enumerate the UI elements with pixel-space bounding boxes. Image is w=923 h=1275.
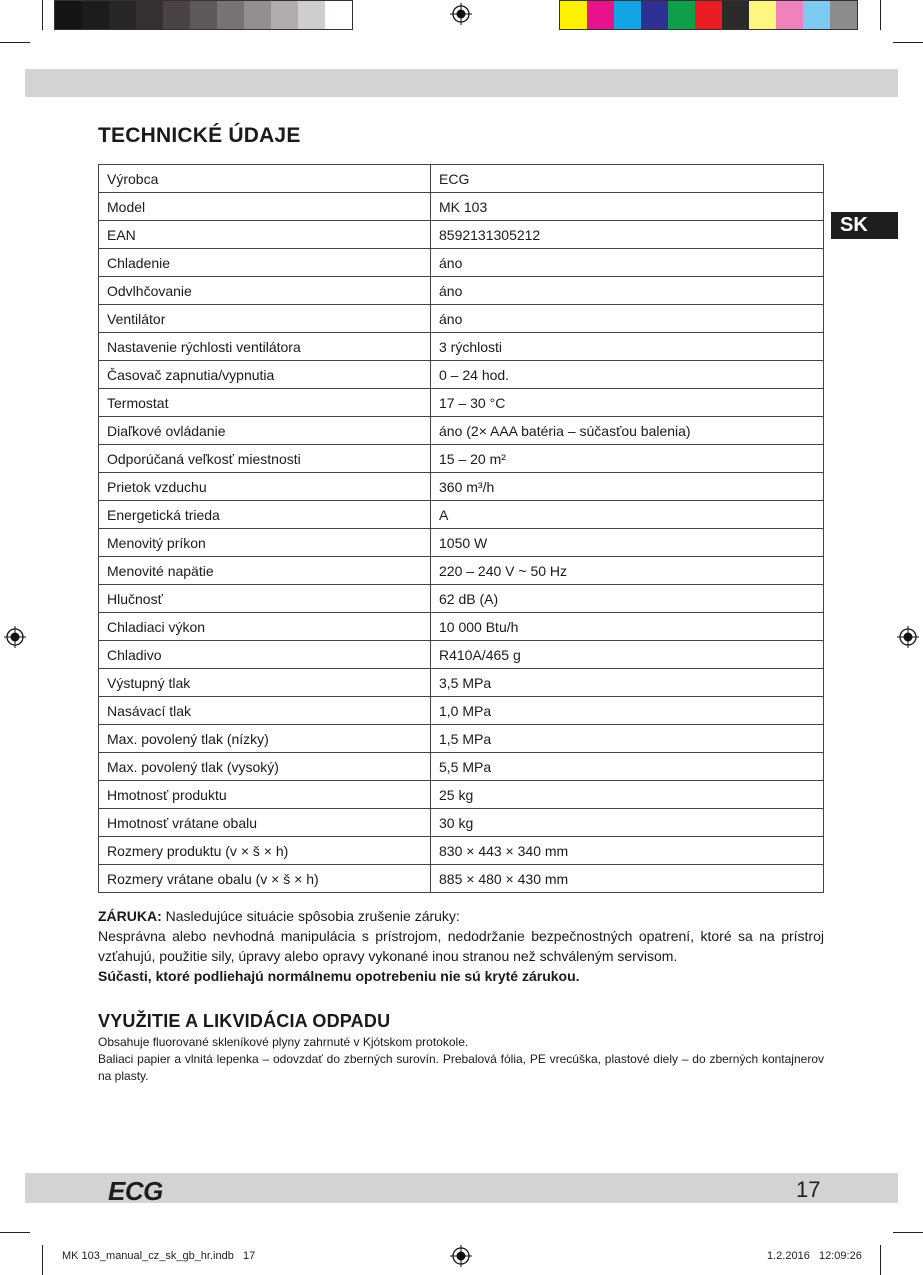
spec-label: Chladenie	[99, 249, 431, 277]
spec-label: Časovač zapnutia/vypnutia	[99, 361, 431, 389]
table-row	[99, 473, 824, 501]
spec-label: Výstupný tlak	[99, 669, 431, 697]
spec-label: Nasávací tlak	[99, 697, 431, 725]
spec-label: Termostat	[99, 389, 431, 417]
grayscale-swatch	[271, 1, 298, 29]
table-row	[99, 333, 824, 361]
grayscale-swatch	[298, 1, 325, 29]
grayscale-swatch	[163, 1, 190, 29]
table-row	[99, 445, 824, 473]
table-row	[99, 613, 824, 641]
spec-label: Chladiaci výkon	[99, 613, 431, 641]
process-swatch	[830, 1, 857, 29]
spec-value: ECG	[431, 165, 824, 193]
spec-label: Diaľkové ovládanie	[99, 417, 431, 445]
spec-label: Rozmery produktu (v × š × h)	[99, 837, 431, 865]
disposal-section	[98, 1034, 824, 1085]
spec-label: Menovité napätie	[99, 557, 431, 585]
spec-value: 17 – 30 °C	[431, 389, 824, 417]
process-swatch	[749, 1, 776, 29]
header-band	[25, 69, 898, 97]
disposal-line-2: Baliaci papier a vlnitá lepenka – odovzdať do zberných surovín. Prebalová fólia, PE vrecúška, plastové diely – do zberných kontajnerov na plasty.	[98, 1052, 824, 1083]
table-row	[99, 417, 824, 445]
table-row	[99, 837, 824, 865]
grayscale-swatch	[217, 1, 244, 29]
registration-mark-icon	[4, 626, 26, 648]
process-swatch	[695, 1, 722, 29]
table-row	[99, 557, 824, 585]
spec-value: R410A/465 g	[431, 641, 824, 669]
grayscale-swatch	[109, 1, 136, 29]
grayscale-swatch	[325, 1, 352, 29]
spec-value: 1,5 MPa	[431, 725, 824, 753]
spec-value: 3,5 MPa	[431, 669, 824, 697]
table-row	[99, 725, 824, 753]
spec-value: 3 rýchlosti	[431, 333, 824, 361]
spec-value: 360 m³/h	[431, 473, 824, 501]
table-row	[99, 501, 824, 529]
slug-date: 1.2.2016 12:09:26	[767, 1250, 862, 1262]
spec-label: Energetická trieda	[99, 501, 431, 529]
table-row	[99, 193, 824, 221]
table-row	[99, 865, 824, 893]
spec-value: 30 kg	[431, 809, 824, 837]
table-row	[99, 753, 824, 781]
spec-label: Nastavenie rýchlosti ventilátora	[99, 333, 431, 361]
table-row	[99, 221, 824, 249]
page-title: TECHNICKÉ ÚDAJE	[98, 124, 301, 147]
grayscale-swatch	[136, 1, 163, 29]
process-swatch	[560, 1, 587, 29]
process-swatch	[614, 1, 641, 29]
grayscale-swatch	[244, 1, 271, 29]
registration-mark-icon	[450, 1245, 472, 1267]
warranty-label: ZÁRUKA:	[98, 908, 162, 924]
spec-value: áno	[431, 249, 824, 277]
spec-value: 8592131305212	[431, 221, 824, 249]
process-swatch	[722, 1, 749, 29]
table-row	[99, 389, 824, 417]
registration-mark-icon	[897, 626, 919, 648]
process-color-bar	[559, 0, 858, 30]
spec-value: áno	[431, 305, 824, 333]
spec-value: MK 103	[431, 193, 824, 221]
registration-mark-icon	[450, 3, 472, 25]
grayscale-swatch	[55, 1, 82, 29]
warranty-body: Nesprávna alebo nevhodná manipulácia s prístrojom, nedodržanie bezpečnostných opatrení, ktoré sa na prístroj vzťahujú, použitie sily, úpravy alebo opravy vykonané inou stranou než schváleným servisom.	[98, 928, 824, 964]
spec-value: áno (2× AAA batéria – súčasťou balenia)	[431, 417, 824, 445]
crop-mark	[880, 0, 881, 30]
warranty-intro-line	[98, 906, 824, 926]
specs-table	[98, 164, 824, 893]
spec-label: Hmotnosť produktu	[99, 781, 431, 809]
table-row	[99, 529, 824, 557]
slug-filename: MK 103_manual_cz_sk_gb_hr.indb 17	[62, 1250, 256, 1262]
spec-value: 10 000 Btu/h	[431, 613, 824, 641]
spec-value: 1050 W	[431, 529, 824, 557]
warranty-intro: Nasledujúce situácie spôsobia zrušenie záruky:	[161, 908, 460, 924]
warranty-note: Súčasti, ktoré podliehajú normálnemu opotrebeniu nie sú kryté zárukou.	[98, 968, 580, 984]
table-row	[99, 249, 824, 277]
spec-label: Odvlhčovanie	[99, 277, 431, 305]
spec-label: Menovitý príkon	[99, 529, 431, 557]
spec-label: Max. povolený tlak (nízky)	[99, 725, 431, 753]
table-row	[99, 305, 824, 333]
ecg-logo: ECG	[108, 1176, 163, 1206]
spec-value: 62 dB (A)	[431, 585, 824, 613]
spec-label: Chladivo	[99, 641, 431, 669]
spec-value: 885 × 480 × 430 mm	[431, 865, 824, 893]
process-swatch	[803, 1, 830, 29]
spec-label: Model	[99, 193, 431, 221]
crop-mark	[893, 42, 923, 43]
spec-value: 830 × 443 × 340 mm	[431, 837, 824, 865]
grayscale-color-bar	[54, 0, 353, 30]
disposal-title: VYUŽITIE A LIKVIDÁCIA ODPADU	[98, 1011, 391, 1031]
table-row	[99, 809, 824, 837]
spec-label: Odporúčaná veľkosť miestnosti	[99, 445, 431, 473]
process-swatch	[641, 1, 668, 29]
spec-value: 0 – 24 hod.	[431, 361, 824, 389]
process-swatch	[587, 1, 614, 29]
spec-value: 5,5 MPa	[431, 753, 824, 781]
table-row	[99, 669, 824, 697]
spec-label: Hlučnosť	[99, 585, 431, 613]
crop-mark	[42, 1245, 43, 1275]
warranty-section	[98, 906, 824, 986]
language-tab: SK	[831, 212, 898, 239]
table-row	[99, 165, 824, 193]
spec-label: Výrobca	[99, 165, 431, 193]
table-row	[99, 361, 824, 389]
process-swatch	[776, 1, 803, 29]
table-row	[99, 641, 824, 669]
page-number: 17	[796, 1177, 821, 1202]
spec-value: 25 kg	[431, 781, 824, 809]
grayscale-swatch	[82, 1, 109, 29]
spec-value: áno	[431, 277, 824, 305]
spec-label: Hmotnosť vrátane obalu	[99, 809, 431, 837]
spec-label: Max. povolený tlak (vysoký)	[99, 753, 431, 781]
spec-value: 220 – 240 V ~ 50 Hz	[431, 557, 824, 585]
table-row	[99, 277, 824, 305]
crop-mark	[880, 1245, 881, 1275]
crop-mark	[0, 1232, 30, 1233]
spec-label: Rozmery vrátane obalu (v × š × h)	[99, 865, 431, 893]
crop-mark	[42, 0, 43, 30]
spec-label: Ventilátor	[99, 305, 431, 333]
process-swatch	[668, 1, 695, 29]
spec-value: 1,0 MPa	[431, 697, 824, 725]
disposal-line-1: Obsahuje fluorované skleníkové plyny zahrnuté v Kjótskom protokole.	[98, 1035, 469, 1049]
spec-value: 15 – 20 m²	[431, 445, 824, 473]
spec-label: Prietok vzduchu	[99, 473, 431, 501]
table-row	[99, 697, 824, 725]
crop-mark	[0, 42, 30, 43]
spec-value: A	[431, 501, 824, 529]
table-row	[99, 781, 824, 809]
table-row	[99, 585, 824, 613]
spec-label: EAN	[99, 221, 431, 249]
grayscale-swatch	[190, 1, 217, 29]
crop-mark	[893, 1232, 923, 1233]
